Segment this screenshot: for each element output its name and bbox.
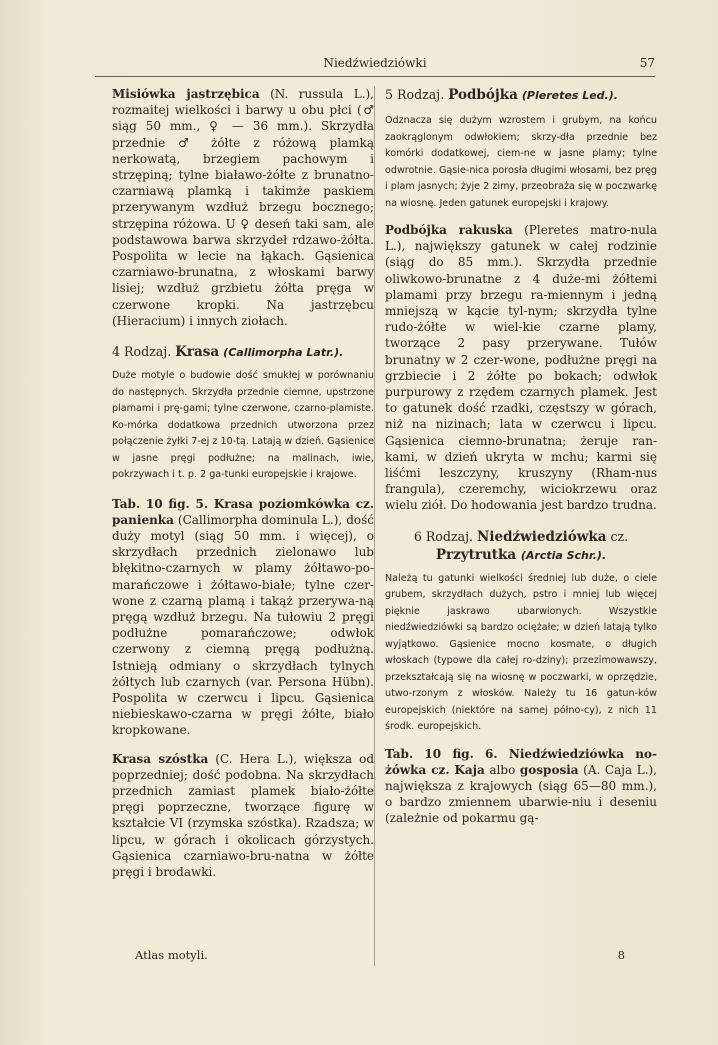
genus-number: 4 Rodzaj. (112, 344, 176, 360)
genus-number: 5 Rodzaj. (385, 87, 449, 102)
genus-name: Niedźwiedziówka (477, 528, 607, 545)
species-description: (A. Caja L.), największa z krajowych (siąg 65—80 mm.), o bardzo zmiennem ubarwie-niu i deseniu (zależnie od pokarmu gą- (385, 762, 657, 826)
genus-author: (Callimorpha Latr.). (223, 346, 344, 360)
plate-reference: Tab. 10 fig. 5. (112, 496, 214, 511)
species-entry (385, 746, 657, 827)
header-rule (95, 76, 655, 77)
page-footer (95, 948, 655, 968)
page-number: 57 (639, 56, 655, 70)
species-description: (Pleretes matro-nula L.), największy gatunek w całej rodzinie (siąg do 85 mm.). Skrzydła przednie oliwkowo-brunatne z 4 duże-mi żółtemi plamami przy brzegu ra-miennym i jedną mniejszą w kącie tyl-nym; skrzydła tylne rudo-żółte w wiel-kie czarne plamy, tworzące 2 pasy przerywane. Tułów brunatny w 2 czer-wone, podłużne pręgi na grzbiecie i 2 żółte po bokach; odwłok purpurowy z rzędem czarnych plamek. Jest to gatunek dość rzadki, częstszy w górach, niż na nizinach; lata w czerwcu i lipcu. Gąsienica ciemno-brunatna; żeruje ran-kami, w dzień ukryta w mchu; karmi się liśćmi leszczyny, kruszyny (Rham-nus frangula), czeremchy, wiciokrzewu oraz wielu ziół. Do hodowania jest bardzo trudna. (385, 223, 657, 513)
genus-heading-line2 (385, 546, 657, 565)
species-entry (112, 496, 374, 739)
genus-author: (Arctia Schr.). (520, 548, 607, 562)
genus-heading (112, 343, 374, 362)
species-description: (C. Hera L.), większa od poprzedniej; dość podobna. Na skrzydłach przednich zamiast plamek biało-żółte pręgi poprzeczne, tworzące figurę w kształcie VI (rzymska szóstka). Rzadsza; w lipcu, w górach i okolicach górzystych. Gąsienica czarniawo-bru-natna w żółte pręgi i brodawki. (112, 751, 374, 880)
genus-description: Należą tu gatunki wielkości średniej lub duże, o ciele grubem, skrzydłach dużych, pstro i mniej lub więcej pięknie jaskrawo ubarwionych. Wszystkie niedźwiedziówki są bardzo ociężałe; w dzień latają tylko wyjątkowo. Gąsienice mocno kosmate, o długich włoskach (typowe dla całej ro-dziny); przezimowawszy, przekształcają się na wiosnę w poczwarki, w oprzędzie, utwo-rzonym z włosków. Należy tu 16 gatun-ków europejskich (niektóre na samej półno-cy), z nich 11 środk. europejskich. (385, 572, 657, 733)
genus-alt-name: Przytrutka (435, 546, 521, 563)
species-entry (112, 86, 374, 329)
page-header (95, 56, 655, 76)
genus-heading (385, 528, 657, 546)
genus-author: (Pleretes Led.). (521, 89, 618, 102)
species-name: Krasa szóstka (112, 751, 209, 766)
genus-description: Duże motyle o budowie dość smukłej w porównaniu do następnych. Skrzydła przednie ciemne, upstrzone plamami i prę-gami; tylne czerwone, czarno-plamiste. Ko-mórka dodatkowa przednich utworzona przez połączenie żyłki 7-ej z 10-tą. Latają w dzień. Gąsienice w jasne pręgi podłużne; na malinach, iwie, pokrzywach i t. p. 2 ga-tunki europejskie i krajowe. (112, 370, 374, 481)
left-column (112, 86, 374, 880)
right-column (385, 86, 657, 827)
species-name: Krasa poziomkówka cz. panienka (112, 496, 375, 527)
running-title: Niedźwiedziówki (323, 56, 427, 70)
species-connector: albo (484, 762, 520, 777)
genus-name: Krasa (175, 344, 220, 361)
species-entry (385, 222, 657, 514)
signature-mark: 8 (617, 948, 625, 962)
species-entry (112, 751, 374, 881)
plate-reference: Tab. 10 fig. 6. (385, 746, 509, 761)
species-description: (Callimorpha dominula L.), dość duży motyl (siąg 50 mm. i więcej), o skrzydłach przednich zielonawo lub błękitno-czarnych w plamy żółtawo-po-marańczowe i żółtawo-białe; tylne czer-wone z czarną plamą i takąż przerywa-ną pręgą wzdłuż brzegu. Na tułowiu 2 pręgi podłużne pomarańczowe; odwłok czerwony z ciemną pręgą podłużną. Istnieją odmiany o skrzydłach tylnych żółtych lub czarnych (var. Persona Hübn). Pospolita w czerwcu i lipcu. Gąsienica niebieskawo-czarna w pręgi żółte, biało kropkowane. (112, 512, 374, 738)
footer-title: Atlas motyli. (135, 948, 208, 962)
genus-name: Podbójka (448, 87, 518, 103)
column-divider (374, 86, 375, 966)
genus-description: Odznacza się dużym wzrostem i grubym, na końcu zaokrąglonym odwłokiem; skrzy-dła przednie bez komórki dodatkowej, ciem-ne w jasne plamy; tylne odwrotnie. Gąsie-nica porosła długimi włosami, bez pręg i plam jasnych; żyje 2 zimy, przeobraża się w poczwarkę na wiosnę. Jeden gatunek europejski i krajowy. (385, 115, 657, 209)
species-name: Niedźwiedziówka no-żówka cz. Kaja (385, 746, 658, 777)
genus-suffix: cz. (606, 528, 629, 544)
species-name: Misiówka jastrzębica (112, 87, 260, 101)
genus-heading (385, 86, 657, 105)
genus-number: 6 Rodzaj. (413, 528, 478, 544)
species-description: (N. russula L.), rozmaitej wielkości i barwy u obu płci (♂ siąg 50 mm., ♀ — 36 mm.). Skrzydła przednie ♂ żółte z różową plamką nerkowatą, brzegiem pachowym i strzępiną; tylne białawo-żółte z brunatno-czarniawą plamką i takimże paskiem przerywanym wzdłuż brzegu bocznego; strzępina różowa. U ♀ deseń taki sam, ale podstawowa barwa skrzydeł rdzawo-żółta. Pospolita w lecie na łąkach. Gąsienica czarniawo-brunatna, z włoskami barwy lisiej; wzdłuż grzbietu żółta pręga w czerwone kropki. Na jastrzębcu (Hieracium) i innych ziołach. (112, 87, 374, 328)
species-name: Podbójka rakuska (385, 223, 513, 237)
species-alt-name: gosposia (519, 762, 579, 777)
